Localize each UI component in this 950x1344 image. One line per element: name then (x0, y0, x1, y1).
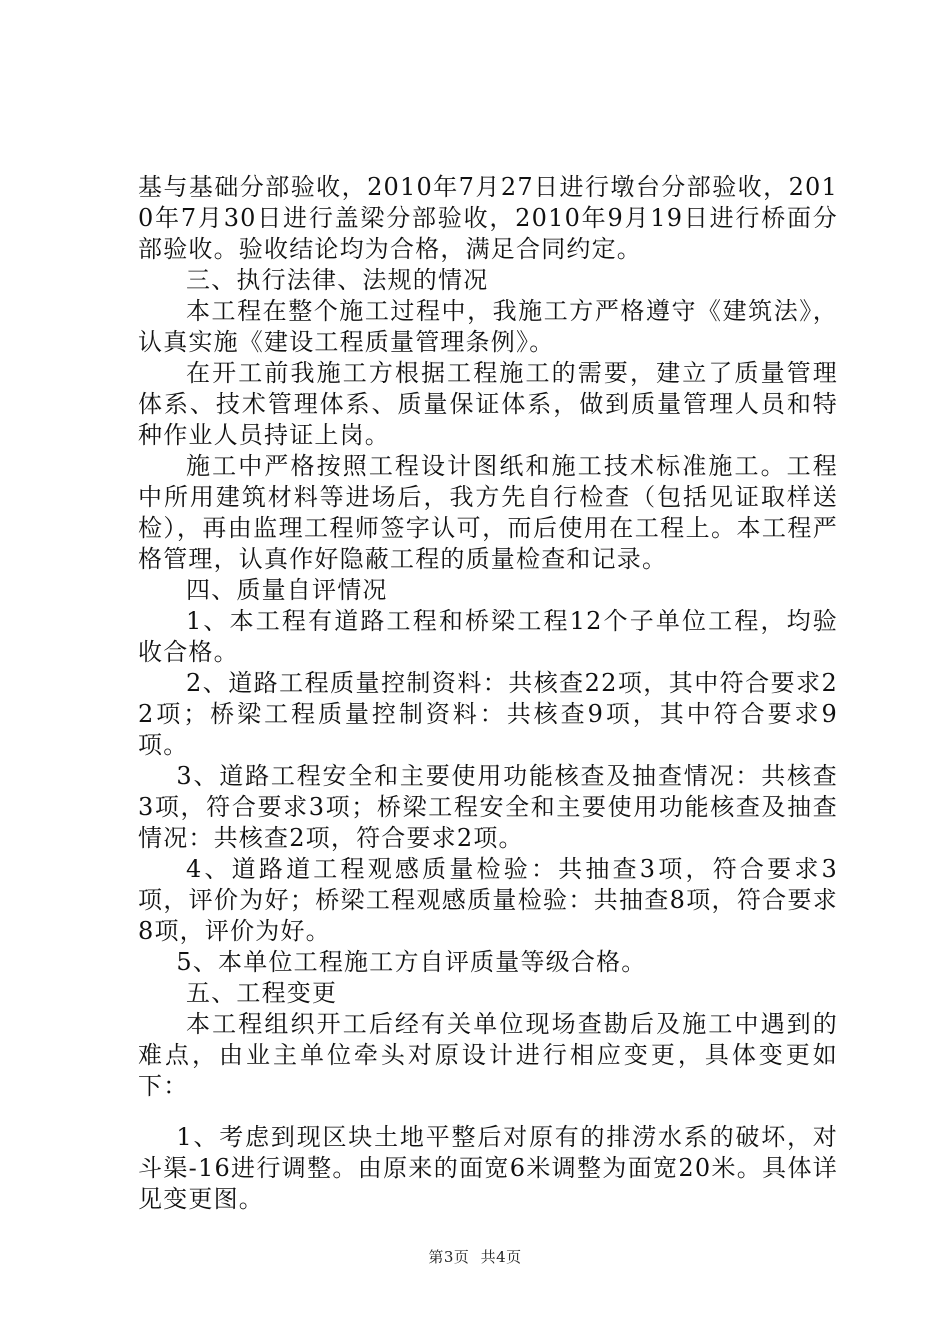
paragraph-spacer (138, 1102, 838, 1122)
list-item-grade: 5、本单位工程施工方自评质量等级合格。 (176, 948, 647, 976)
page-footer (0, 1246, 950, 1267)
document-body (138, 172, 838, 1215)
page-number: 第3页 (428, 1248, 470, 1266)
section-heading-self-evaluation: 四、质量自评情况 (186, 576, 388, 604)
list-item-safety-check: 3、道路工程安全和主要使用功能核查及抽查情况：共核查3项，符合要求3项；桥梁工程安全和主要使用功能核查及抽查情况：共核查2项，符合要求2项。 (138, 762, 838, 852)
list-item-quality-control-data: 2、道路工程质量控制资料：共核查22项，其中符合要求22项；桥梁工程质量控制资料：共核查9项，其中符合要求9项。 (138, 669, 838, 759)
section-heading-laws: 三、执行法律、法规的情况 (186, 266, 489, 294)
paragraph-construction-standards: 施工中严格按照工程设计图纸和施工技术标准施工。工程中所用建筑材料等进场后，我方先自行检查（包括见证取样送检），再由监理工程师签字认可，而后使用在工程上。本工程严格管理，认真作好隐蔽工程的质量检查和记录。 (138, 452, 838, 573)
paragraph-laws-compliance: 本工程在整个施工过程中，我施工方严格遵守《建筑法》，认真实施《建设工程质量管理条例》。 (138, 297, 838, 356)
section-heading-changes: 五、工程变更 (186, 979, 338, 1007)
paragraph-changes-intro: 本工程组织开工后经有关单位现场查勘后及施工中遇到的难点，由业主单位牵头对原设计进行相应变更，具体变更如下： (138, 1010, 838, 1100)
list-item-change-1: 1、考虑到现区块土地平整后对原有的排涝水系的破坏，对斗渠-16进行调整。由原来的面宽6米调整为面宽20米。具体详见变更图。 (138, 1123, 838, 1213)
list-item-appearance-inspection: 4、道路道工程观感质量检验：共抽查3项，符合要求3项，评价为好；桥梁工程观感质量检验：共抽查8项，符合要求8项，评价为好。 (138, 855, 838, 945)
page-total: 共4页 (480, 1248, 522, 1266)
list-item-sub-units: 1、本工程有道路工程和桥梁工程12个子单位工程，均验收合格。 (138, 607, 838, 666)
paragraph-management-system: 在开工前我施工方根据工程施工的需要，建立了质量管理体系、技术管理体系、质量保证体系，做到质量管理人员和特种作业人员持证上岗。 (138, 359, 838, 449)
paragraph-acceptance-dates: 基与基础分部验收，2010年7月27日进行墩台分部验收，2010年7月30日进行盖梁分部验收，2010年9月19日进行桥面分部验收。验收结论均为合格，满足合同约定。 (138, 173, 838, 263)
